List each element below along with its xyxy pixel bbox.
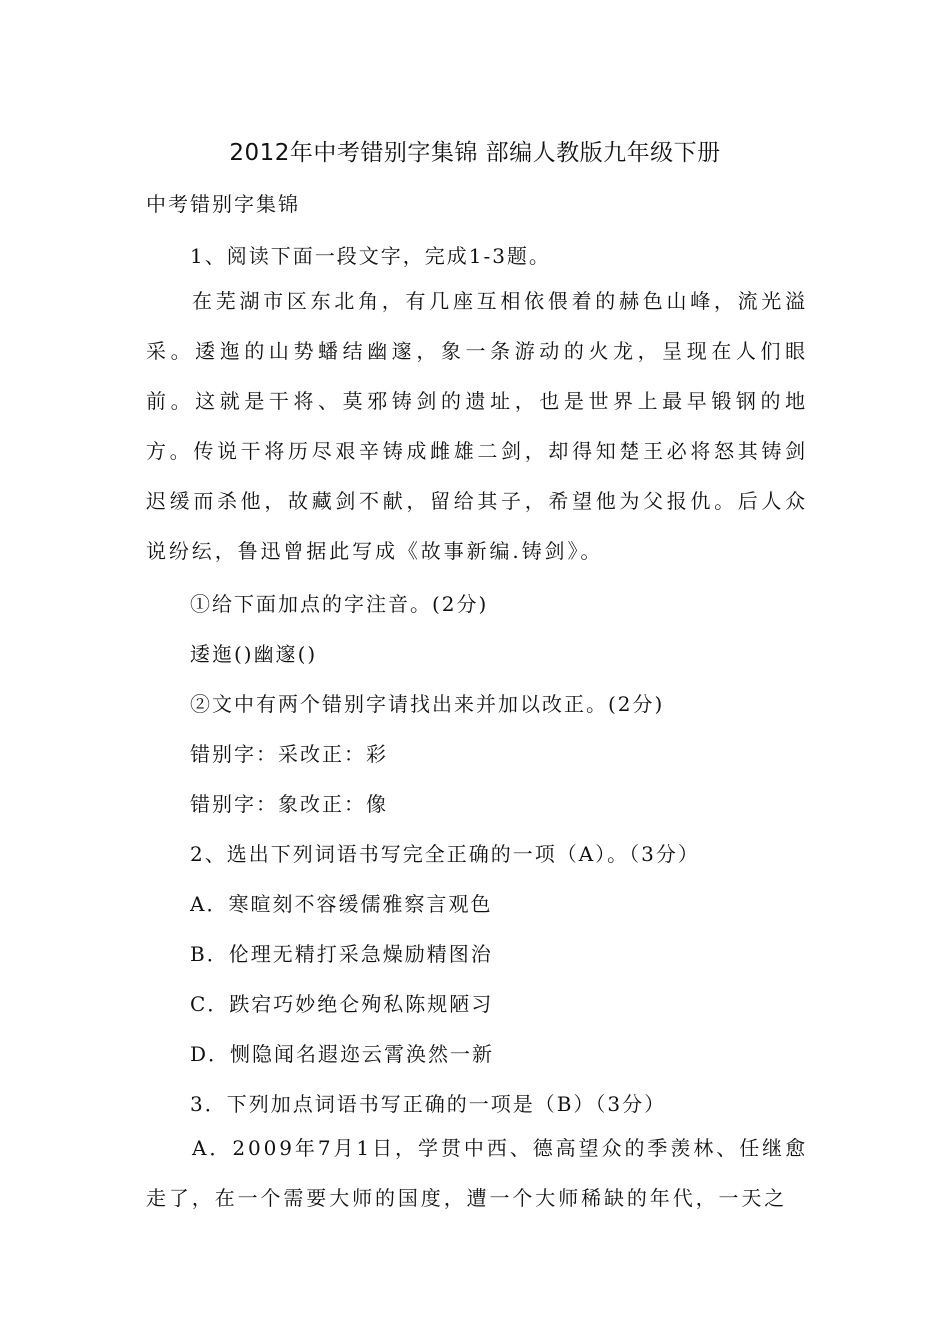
document-title: 2012年中考错别字集锦 部编人教版九年级下册 (229, 140, 721, 166)
question-2-option-d: D．恻隐闻名遐迩云霄涣然一新 (190, 1042, 495, 1066)
sub-question-2-answer-1: 错别字：采改正：彩 (190, 742, 388, 766)
sub-question-1: ①给下面加点的字注音。(2分) (190, 592, 489, 616)
sub-question-2: ②文中有两个错别字请找出来并加以改正。(2分) (190, 692, 665, 716)
question-2-option-a: A．寒暄刻不容缓儒雅察言观色 (190, 892, 493, 916)
reading-passage: 在芜湖市区东北角，有几座互相依偎着的赫色山峰，流光溢采。逶迤的山势蟠结幽邃，象一条游动的火龙，呈现在人们眼前。这就是干将、莫邪铸剑的遗址，也是世界上最早锻钢的地方。传说干将历尽艰辛铸成雌雄二剑，却得知楚王必将怒其铸剑迟缓而杀他，故藏剑不献，留给其子，希望他为父报仇。后人众说纷纭，鲁迅曾据此写成《故事新编.铸剑》。 (146, 289, 808, 563)
question-3: 3．下列加点词语书写正确的一项是（B）（3分） (190, 1092, 667, 1116)
question-3-option-a: A．2009年7月1日，学贯中西、德高望众的季羡林、任继愈走了，在一个需要大师的国度，遭一个大师稀缺的年代，一天之 (146, 1136, 808, 1210)
question-1-intro: 1、阅读下面一段文字，完成1-3题。 (190, 244, 551, 268)
question-2-option-b: B．伦理无精打采急燥励精图治 (190, 942, 493, 966)
sub-question-2-answer-2: 错别字：象改正：像 (190, 792, 388, 816)
question-2: 2、选出下列词语书写完全正确的一项（A）。（3分） (190, 842, 700, 866)
sub-question-1-answer: 逶迤()幽邃() (190, 642, 318, 666)
section-heading: 中考错别字集锦 (146, 192, 300, 216)
question-2-option-c: C．跌宕巧妙绝仑殉私陈规陋习 (190, 992, 494, 1016)
